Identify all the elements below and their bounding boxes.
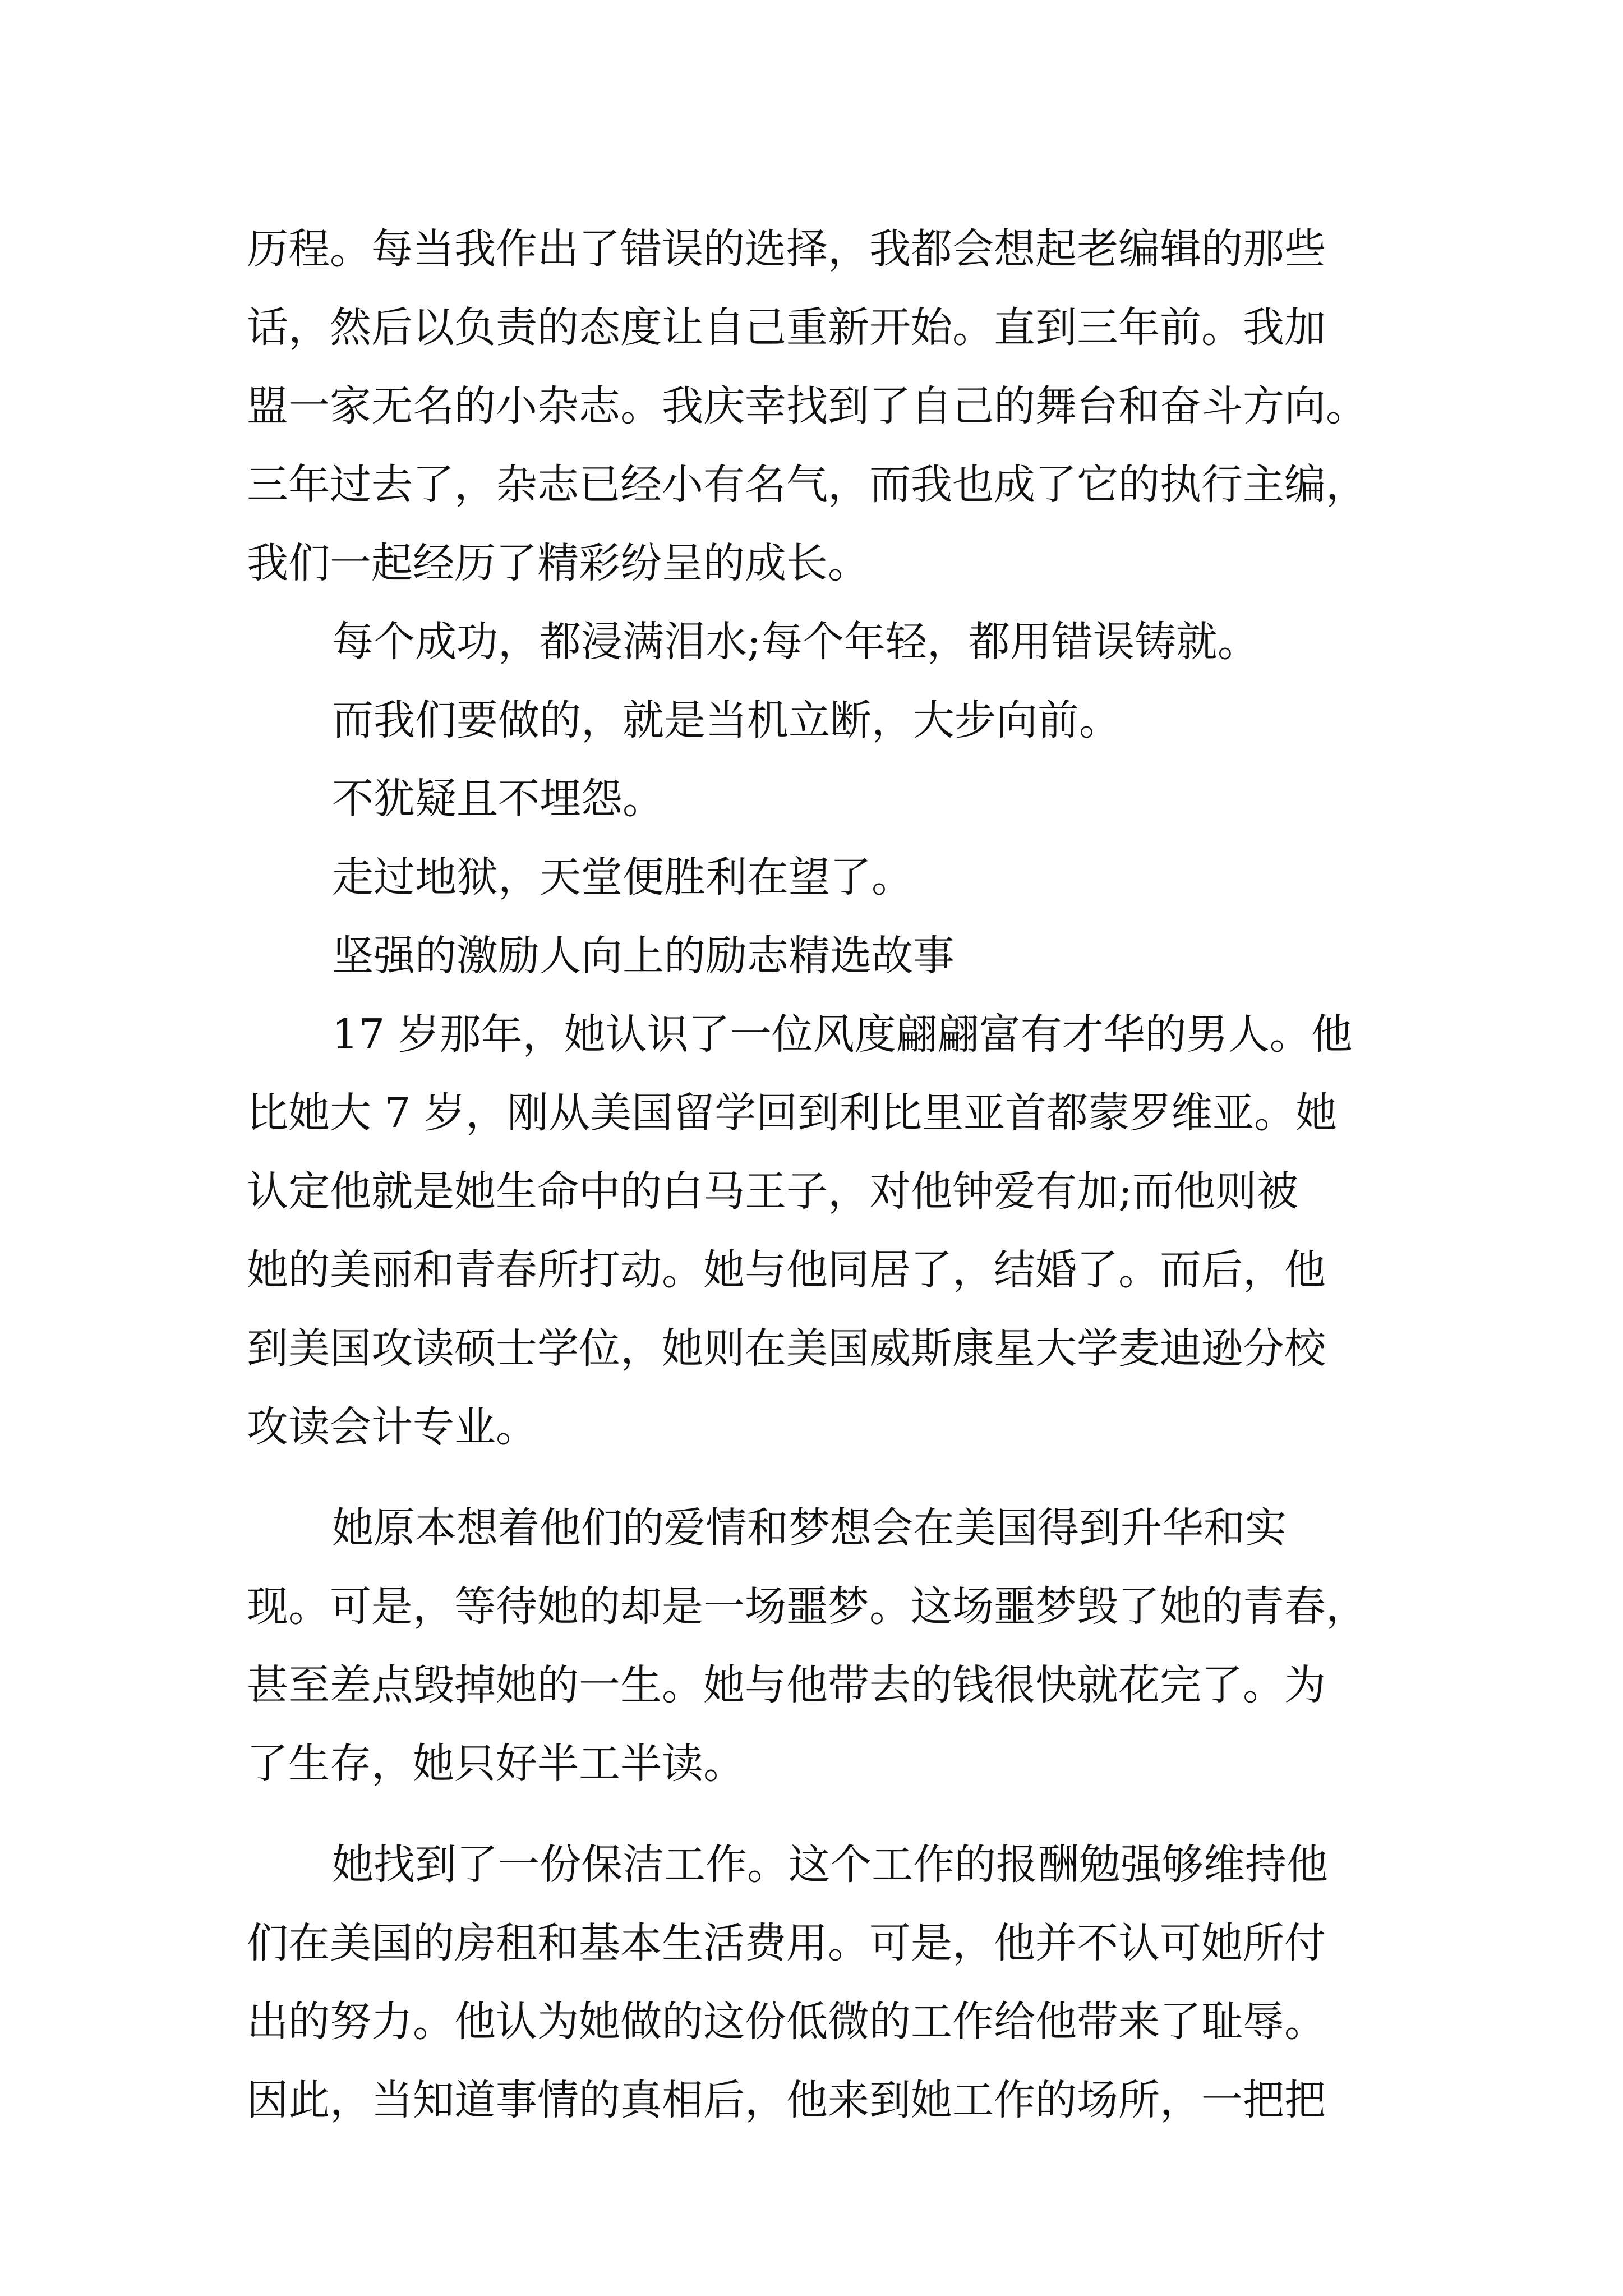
text-line: 现。可是，等待她的却是一场噩梦。这场噩梦毁了她的青春， [247, 1582, 1367, 1631]
text-line: 走过地狱，天堂便胜利在望了。 [332, 853, 913, 901]
text-line: 到美国攻读硕士学位，她则在美国威斯康星大学麦迪逊分校 [247, 1324, 1326, 1373]
text-line: 话，然后以负责的态度让自己重新开始。直到三年前。我加 [247, 303, 1326, 352]
text-line: 17 岁那年，她认识了一位风度翩翩富有才华的男人。他 [332, 1010, 1353, 1059]
text-line: 她找到了一份保洁工作。这个工作的报酬勉强够维持他 [332, 1841, 1328, 1889]
text-line: 盟一家无名的小杂志。我庆幸找到了自己的舞台和奋斗方向。 [247, 382, 1367, 430]
text-line: 因此，当知道事情的真相后，他来到她工作的场所，一把把 [247, 2076, 1326, 2124]
text-line: 比她大 7 岁，刚从美国留学回到利比里亚首都蒙罗维亚。她 [247, 1089, 1338, 1137]
text-line: 她的美丽和青春所打动。她与他同居了，结婚了。而后，他 [247, 1246, 1326, 1294]
section-heading: 坚强的激励人向上的励志精选故事 [332, 932, 955, 980]
text-line: 了生存，她只好半工半读。 [247, 1740, 745, 1788]
text-line: 们在美国的房租和基本生活费用。可是，他并不认可她所付 [247, 1919, 1326, 1967]
text-line: 认定他就是她生命中的白马王子，对他钟爱有加;而他则被 [247, 1167, 1298, 1216]
text-line: 三年过去了，杂志已经小有名气，而我也成了它的执行主编， [247, 461, 1367, 509]
text-line: 我们一起经历了精彩纷呈的成长。 [247, 539, 869, 587]
text-line: 历程。每当我作出了错误的选择，我都会想起老编辑的那些 [247, 225, 1326, 273]
text-line: 每个成功，都浸满泪水;每个年轻，都用错误铸就。 [332, 618, 1259, 666]
text-line: 攻读会计专业。 [247, 1403, 537, 1451]
text-line: 甚至差点毁掉她的一生。她与他带去的钱很快就花完了。为 [247, 1661, 1326, 1709]
text-line: 她原本想着他们的爱情和梦想会在美国得到升华和实 [332, 1504, 1287, 1552]
text-line: 出的努力。他认为她做的这份低微的工作给他带来了耻辱。 [247, 1998, 1326, 2046]
text-line: 不犹疑且不埋怨。 [332, 775, 664, 823]
text-line: 而我们要做的，就是当机立断，大步向前。 [332, 696, 1121, 744]
